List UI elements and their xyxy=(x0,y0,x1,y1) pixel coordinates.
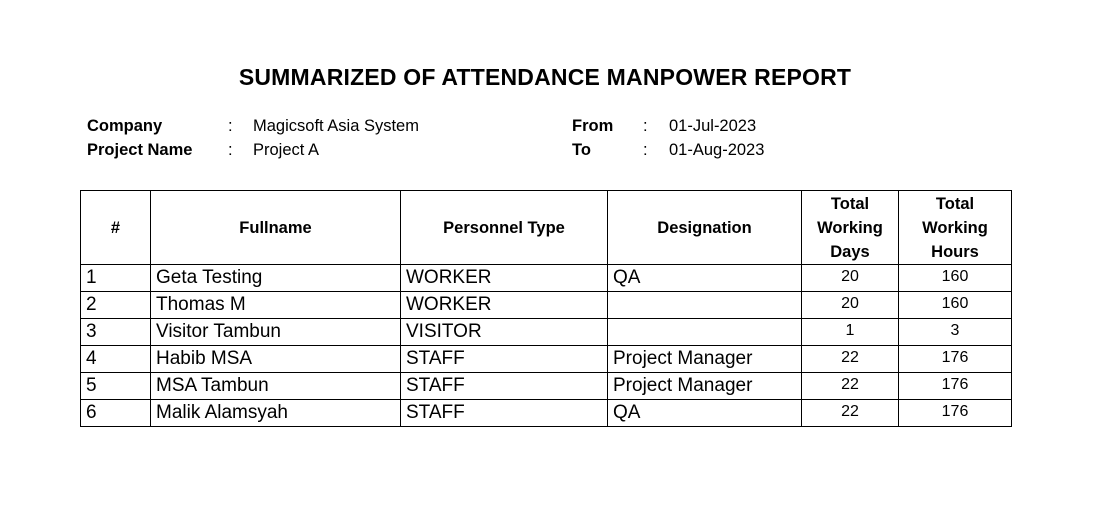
cell-working-hours: 176 xyxy=(899,346,1012,373)
cell-personnel-type: STAFF xyxy=(401,373,608,400)
cell-fullname: MSA Tambun xyxy=(151,373,401,400)
cell-working-days: 1 xyxy=(802,319,899,346)
cell-number: 6 xyxy=(81,400,151,427)
cell-working-days: 22 xyxy=(802,373,899,400)
table-row xyxy=(81,319,1012,346)
to-value: 01-Aug-2023 xyxy=(669,141,765,159)
report-meta-right xyxy=(560,114,860,164)
cell-personnel-type: WORKER xyxy=(401,265,608,292)
header-personnel-type: Personnel Type xyxy=(401,191,608,265)
cell-number: 3 xyxy=(81,319,151,346)
header-total-working-days: Total Working Days xyxy=(802,191,899,265)
cell-working-hours: 176 xyxy=(899,373,1012,400)
from-value: 01-Jul-2023 xyxy=(669,117,757,135)
cell-working-hours: 160 xyxy=(899,265,1012,292)
cell-number: 5 xyxy=(81,373,151,400)
cell-fullname: Habib MSA xyxy=(151,346,401,373)
cell-designation xyxy=(608,292,802,319)
report-meta-left xyxy=(0,114,560,164)
cell-working-days: 22 xyxy=(802,346,899,373)
cell-personnel-type: VISITOR xyxy=(401,319,608,346)
cell-designation xyxy=(608,319,802,346)
cell-working-hours: 160 xyxy=(899,292,1012,319)
cell-number: 1 xyxy=(81,265,151,292)
header-fullname: Fullname xyxy=(151,191,401,265)
project-name-label: Project Name xyxy=(87,141,193,159)
cell-designation: Project Manager xyxy=(608,346,802,373)
project-name-value: Project A xyxy=(253,141,320,159)
cell-working-hours: 3 xyxy=(899,319,1012,346)
cell-working-hours: 176 xyxy=(899,400,1012,427)
header-number: # xyxy=(81,191,151,265)
company-separator: : xyxy=(228,117,233,135)
table-row xyxy=(81,346,1012,373)
table-header-row xyxy=(81,191,1012,265)
report-title: SUMMARIZED OF ATTENDANCE MANPOWER REPORT xyxy=(238,64,852,90)
cell-working-days: 20 xyxy=(802,292,899,319)
header-total-working-hours: Total Working Hours xyxy=(899,191,1012,265)
cell-fullname: Malik Alamsyah xyxy=(151,400,401,427)
table-row xyxy=(81,265,1012,292)
to-label: To xyxy=(572,141,591,159)
cell-personnel-type: WORKER xyxy=(401,292,608,319)
cell-fullname: Thomas M xyxy=(151,292,401,319)
cell-designation: QA xyxy=(608,400,802,427)
table-row xyxy=(81,400,1012,427)
cell-number: 4 xyxy=(81,346,151,373)
cell-fullname: Geta Testing xyxy=(151,265,401,292)
from-separator: : xyxy=(643,117,648,135)
attendance-table xyxy=(80,190,1012,427)
cell-designation: Project Manager xyxy=(608,373,802,400)
company-label: Company xyxy=(87,117,163,135)
cell-number: 2 xyxy=(81,292,151,319)
cell-working-days: 22 xyxy=(802,400,899,427)
table-row xyxy=(81,373,1012,400)
cell-personnel-type: STAFF xyxy=(401,346,608,373)
table-row xyxy=(81,292,1012,319)
cell-personnel-type: STAFF xyxy=(401,400,608,427)
cell-designation: QA xyxy=(608,265,802,292)
to-separator: : xyxy=(643,141,648,159)
cell-fullname: Visitor Tambun xyxy=(151,319,401,346)
company-value: Magicsoft Asia System xyxy=(253,117,419,135)
project-name-separator: : xyxy=(228,141,233,159)
cell-working-days: 20 xyxy=(802,265,899,292)
header-designation: Designation xyxy=(608,191,802,265)
from-label: From xyxy=(572,117,614,135)
